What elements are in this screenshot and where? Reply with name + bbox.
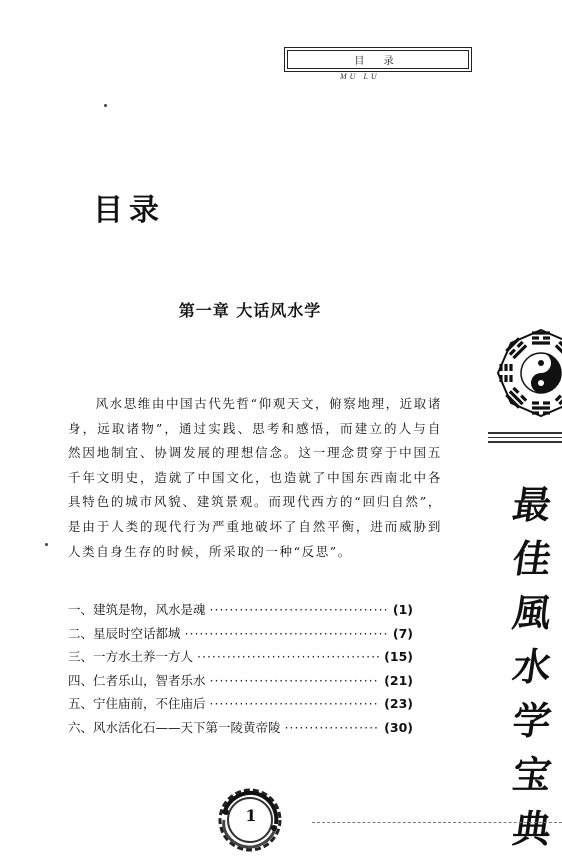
print-speck — [104, 104, 107, 107]
toc-entry[interactable] — [68, 718, 413, 742]
toc-entry-title: 一、建筑是物，风水是魂 — [68, 602, 206, 617]
page-number: 1 — [245, 806, 257, 825]
running-header-pinyin: MU LU — [340, 72, 380, 81]
book-title-char: 佳 — [509, 536, 555, 581]
book-title-char: 典 — [509, 806, 555, 851]
running-header-label: 目 录 — [354, 56, 402, 67]
footer-dashed-rule — [312, 822, 562, 823]
toc-entry-title: 五、宁住庙前，不住庙后 — [68, 696, 206, 711]
toc-list — [68, 600, 413, 741]
toc-entry-title: 六、风水活化石——天下第一陵黄帝陵 — [68, 719, 281, 735]
toc-entry-page: (30) — [384, 719, 413, 735]
toc-entry-title: 三、一方水土养一方人 — [68, 649, 194, 664]
page-title: 目录 — [93, 193, 165, 228]
toc-entry-title: 二、星辰时空话都城 — [68, 625, 181, 641]
toc-entry-page: (21) — [384, 672, 413, 688]
chapter-title: 第一章 大话风水学 — [178, 301, 322, 320]
bagua-icon — [496, 328, 562, 418]
decorative-rule — [488, 432, 562, 446]
toc-entry[interactable] — [68, 647, 413, 671]
toc-leader-dots — [285, 720, 381, 735]
book-title-char: 最 — [509, 482, 555, 527]
toc-entry[interactable] — [68, 694, 413, 718]
toc-entry-page: (23) — [384, 696, 413, 711]
toc-leader-dots — [210, 602, 389, 617]
toc-leader-dots — [210, 673, 381, 688]
toc-entry-page: (15) — [384, 649, 413, 664]
chapter-intro — [68, 392, 442, 564]
toc-entry[interactable] — [68, 624, 413, 648]
toc-leader-dots — [197, 649, 380, 664]
toc-entry-page: (7) — [392, 625, 413, 641]
toc-entry-title: 四、仁者乐山，智者乐水 — [68, 672, 206, 688]
book-title-vertical — [504, 478, 560, 856]
book-title-char: 宝 — [509, 752, 555, 797]
toc-entry[interactable] — [68, 600, 413, 624]
toc-entry[interactable] — [68, 671, 413, 695]
running-header — [287, 50, 469, 69]
toc-leader-dots — [210, 696, 381, 711]
print-speck — [45, 543, 48, 546]
toc-leader-dots — [185, 626, 389, 641]
toc-entry-page: (1) — [392, 602, 413, 617]
book-title-char: 風 — [509, 590, 555, 635]
book-title-char: 水 — [509, 644, 555, 689]
book-title-char: 学 — [509, 698, 555, 743]
chapter-intro-text: 风水思维由中国古代先哲“仰观天文，俯察地理，近取诸身，远取诸物”，通过实践、思考和感悟，而建立的人与自然因地制宜、协调发展的理想信念。这一理念贯穿于中国五千年文明史，造就了中国文化，也造就了中国东西南北中各具特色的城市风貌、建筑景观。而现代西方的“回归自然”，是由于人类的现代行为严重地破坏了自然平衡，进而威胁到人类自身生存的时候，所采取的一种“反思”。 — [68, 396, 442, 559]
